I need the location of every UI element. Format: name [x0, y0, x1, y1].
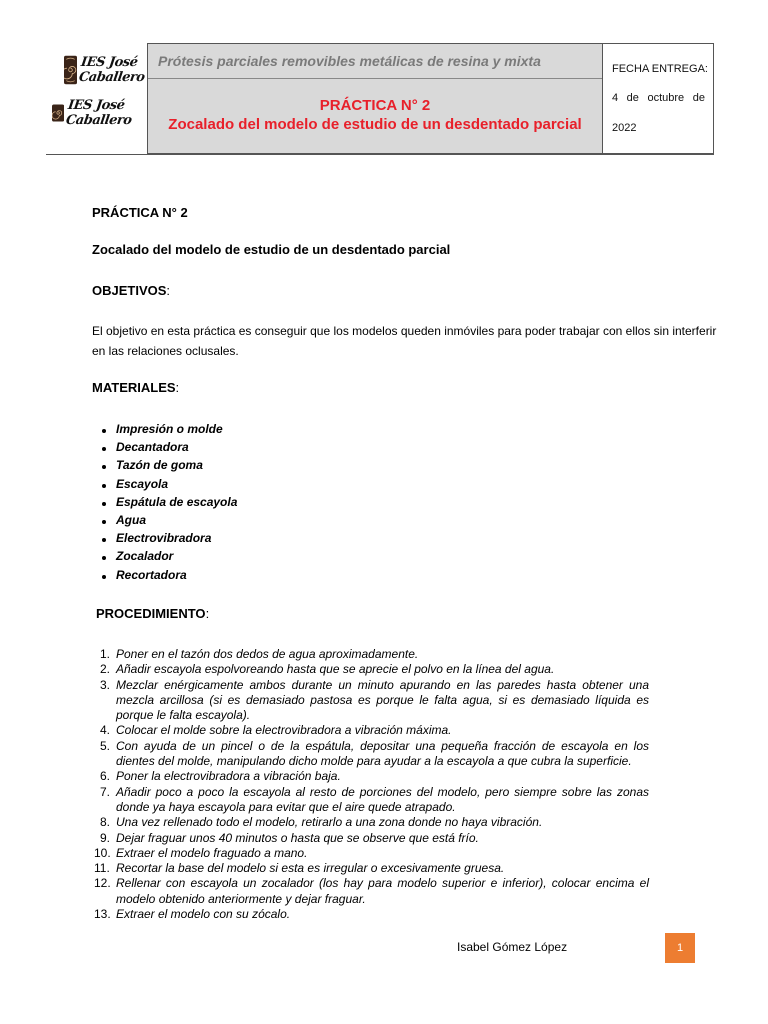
header-subject: Prótesis parciales removibles metálicas de resina y mixta: [158, 53, 541, 69]
date-word: de: [626, 92, 639, 104]
objectives-text: El objetivo en esta práctica es conseguir que los modelos queden inmóviles para poder trabajar con ellos sin interferir en las relaciones oclusales.: [92, 324, 717, 358]
step-number: 7.: [100, 784, 111, 799]
objectives-heading-text: OBJETIVOS: [92, 283, 167, 298]
spiral-logo-icon: [64, 46, 77, 94]
header-title-line-1: PRÁCTICA N° 2: [319, 97, 431, 114]
footer-author: Isabel Gómez López: [457, 940, 568, 954]
procedure-step: [100, 769, 649, 784]
step-number: 3.: [100, 677, 111, 692]
procedure-step: [100, 647, 649, 662]
materials-list: [100, 420, 237, 584]
step-text: Extraer el modelo con su zócalo.: [116, 907, 291, 922]
step-text: Dejar fraguar unos 40 minutos o hasta que se observe que está frío.: [116, 830, 479, 845]
step-text: Añadir poco a poco la escayola al resto de porciones del modelo, pero siempre sobre las zonas donde ya haya escayola para evitar que el aire quede atrapado.: [116, 784, 649, 814]
header-title-cell: [147, 43, 603, 154]
step-text: Añadir escayola espolvoreando hasta que se aprecie el polvo en la línea del agua.: [116, 662, 555, 677]
step-text: Extraer el modelo fraguado a mano.: [116, 845, 308, 860]
logo-row-2: [52, 98, 144, 128]
step-number: 12.: [94, 876, 111, 891]
step-text: Poner la electrovibradora a vibración baja.: [116, 769, 341, 784]
material-item: Recortadora: [100, 566, 237, 584]
school-logo: [48, 40, 144, 132]
logo-text-2: IES José Caballero: [65, 98, 133, 128]
header-date-cell: [603, 43, 714, 154]
step-number: 4.: [100, 723, 111, 738]
material-item: Impresión o molde: [100, 420, 237, 438]
page-number-badge: [665, 933, 695, 963]
header-bottom-rule: [46, 154, 714, 155]
material-item: Electrovibradora: [100, 529, 237, 547]
date-word: de: [692, 92, 705, 104]
step-number: 9.: [100, 830, 111, 845]
logo-row-1: [64, 46, 154, 94]
step-text: Una vez rellenado todo el modelo, retirarlo a una zona donde no haya vibración.: [116, 815, 543, 830]
procedure-step: [100, 723, 649, 738]
material-item: Decantadora: [100, 438, 237, 456]
procedure-heading-text: PROCEDIMIENTO: [96, 606, 206, 621]
step-number: 5.: [100, 738, 111, 753]
material-item: Zocalador: [100, 547, 237, 565]
delivery-date-year: 2022: [612, 122, 637, 134]
practice-heading: PRÁCTICA N° 2: [92, 205, 188, 220]
date-word: octubre: [647, 92, 685, 104]
date-word: 4: [612, 92, 619, 104]
step-text: Con ayuda de un pincel o de la espátula, depositar una pequeña fracción de escayola en los dientes del molde, manipulando dicho molde para ayudar a la escayola a que cubra la superficie.: [116, 738, 649, 769]
header-divider: [148, 78, 602, 79]
procedure-step: [100, 831, 649, 846]
delivery-date-line: [612, 92, 705, 104]
material-item: Espátula de escayola: [100, 493, 237, 511]
procedure-step: [94, 876, 649, 907]
header-practice-title: [148, 96, 602, 134]
logo-text-1: IES José Caballero: [77, 55, 146, 85]
procedure-step: [94, 861, 649, 876]
procedure-step: [100, 739, 649, 770]
procedure-steps: [94, 647, 649, 922]
delivery-date-label: FECHA ENTREGA:: [612, 63, 708, 75]
procedure-step: [100, 785, 649, 816]
objectives-heading: OBJETIVOS:: [92, 283, 171, 298]
step-text: Mezclar enérgicamente ambos durante un minuto apurando en las paredes hasta obtener una mezcla arcillosa (si es demasiado pastosa es porque le falta agua, si es demasiado líquida es porque le falta escayola).: [116, 677, 649, 723]
materials-heading: MATERIALES:: [92, 380, 180, 395]
practice-subtitle: Zocalado del modelo de estudio de un desdentado parcial: [92, 242, 451, 257]
materials-heading-text: MATERIALES: [92, 380, 176, 395]
material-item: Agua: [100, 511, 237, 529]
step-number: 6.: [100, 769, 111, 784]
material-item: Tazón de goma: [100, 456, 237, 474]
material-item: Escayola: [100, 475, 237, 493]
step-number: 11.: [94, 861, 110, 876]
procedure-step: [94, 907, 649, 922]
step-number: 13.: [94, 907, 111, 922]
step-number: 10.: [94, 845, 111, 860]
step-text: Recortar la base del modelo si esta es irregular o excesivamente gruesa.: [116, 861, 505, 876]
step-number: 2.: [100, 662, 111, 677]
step-text: Poner en el tazón dos dedos de agua aproximadamente.: [116, 647, 419, 661]
procedure-step: [100, 678, 649, 724]
procedure-step: [94, 845, 649, 861]
page-number: 1: [676, 942, 684, 954]
spiral-logo-icon: [52, 99, 64, 127]
header-title-line-2: Zocalado del modelo de estudio de un desdentado parcial: [168, 116, 582, 133]
procedure-heading: PROCEDIMIENTO:: [96, 606, 210, 621]
procedure-step: [100, 662, 649, 677]
procedure-step: [100, 815, 649, 830]
step-number: 8.: [100, 815, 111, 830]
step-number: 1.: [100, 647, 111, 661]
step-text: Rellenar con escayola un zocalador (los hay para modelo superior e inferior), colocar encima el modelo obtenido anteriormente y dejar fraguar.: [116, 876, 649, 906]
step-text: Colocar el molde sobre la electrovibradora a vibración máxima.: [116, 723, 452, 738]
